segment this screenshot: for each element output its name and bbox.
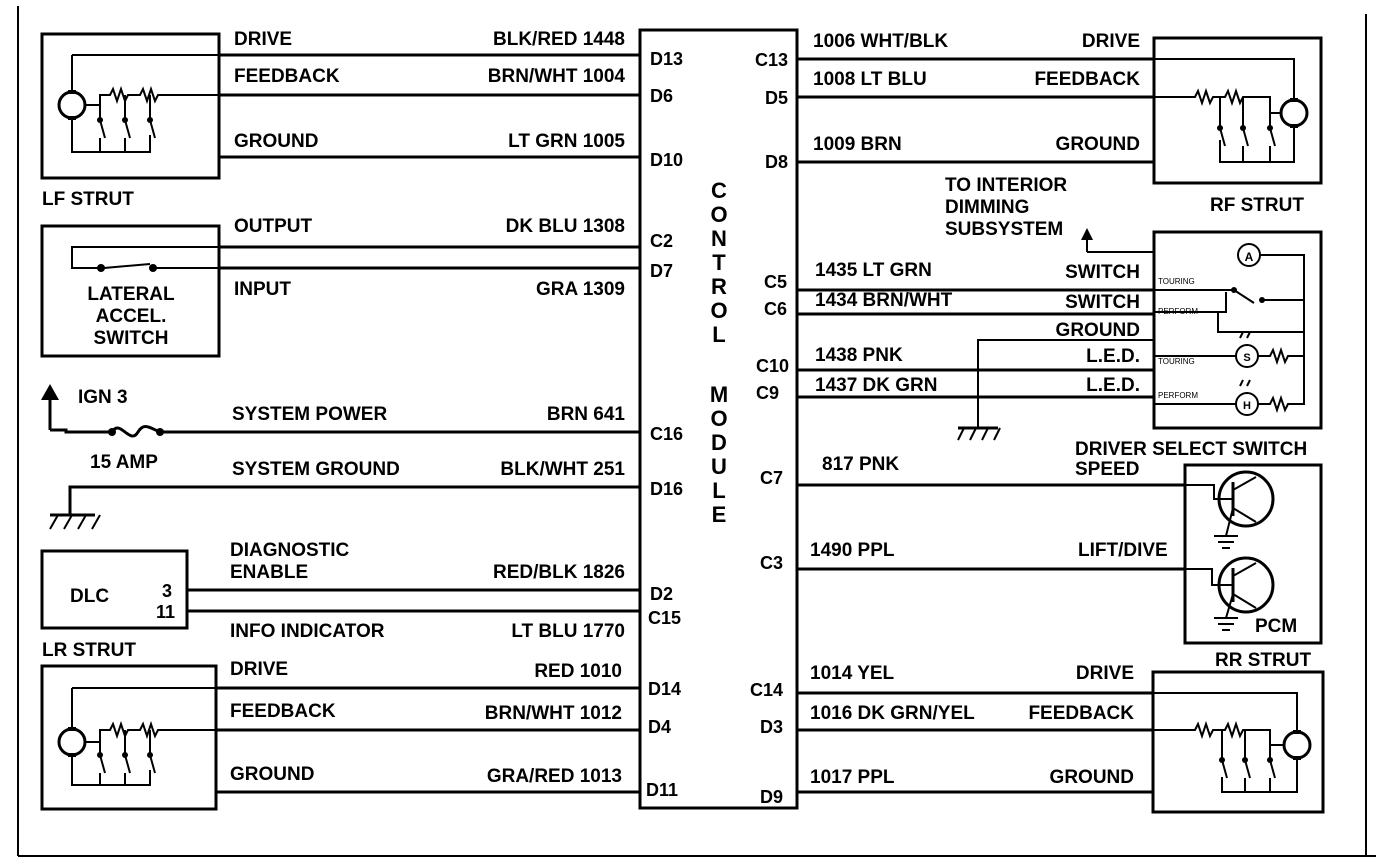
- pin-d4: D4: [648, 717, 672, 737]
- switch2-wire: [764, 290, 1154, 319]
- info-func: INFO INDICATOR: [230, 621, 385, 642]
- ign-label: IGN 3: [78, 387, 128, 408]
- rr-feedback-func: FEEDBACK: [1028, 703, 1134, 724]
- lamp-a-symbol: A: [1244, 250, 1254, 264]
- info-wire-label: LT BLU 1770: [511, 621, 625, 642]
- rf-ground-func: GROUND: [1055, 134, 1140, 155]
- system-ground-func: SYSTEM GROUND: [232, 459, 400, 480]
- pin-d6: D6: [650, 86, 674, 106]
- lf-feedback-wire: [219, 66, 673, 106]
- rr-ground-wire: [760, 767, 1153, 807]
- rr-feedback-wire-label: 1016 DK GRN/YEL: [810, 703, 975, 724]
- pin-c5: C5: [764, 272, 788, 292]
- rr-strut: [1153, 650, 1323, 812]
- pin-c3: C3: [760, 553, 784, 573]
- fuse-label: 15 AMP: [90, 452, 158, 473]
- system-power-wire-label: BRN 641: [546, 404, 625, 425]
- pin-c10: C10: [756, 356, 790, 376]
- lift-func: LIFT/DIVE: [1078, 540, 1168, 561]
- lf-feedback-func: FEEDBACK: [234, 66, 340, 87]
- lateral-accel-switch: [42, 226, 219, 356]
- speed-wire: [760, 454, 1185, 488]
- pin-c9: C9: [756, 383, 780, 403]
- lateral-output-wire: [219, 216, 673, 251]
- pin-c14: C14: [750, 680, 784, 700]
- lf-drive-wire-label: BLK/RED 1448: [493, 29, 625, 50]
- module-letter: E: [711, 502, 727, 527]
- lateral-input-func: INPUT: [234, 279, 291, 300]
- dlc: [42, 551, 187, 628]
- rr-strut-name: RR STRUT: [1215, 650, 1312, 671]
- perform-label: PERFORM: [1158, 307, 1198, 316]
- lr-drive-wire: [216, 659, 681, 699]
- module-letter: D: [711, 430, 727, 455]
- pin-d11: D11: [646, 780, 679, 800]
- led1-wire-label: 1438 PNK: [815, 345, 903, 366]
- module-letter: O: [710, 406, 728, 431]
- switch-ground-func: GROUND: [1055, 320, 1140, 341]
- rr-drive-wire: [750, 663, 1153, 700]
- perform-label: PERFORM: [1158, 391, 1198, 400]
- module-letter: T: [712, 250, 726, 275]
- lf-ground-func: GROUND: [234, 131, 319, 152]
- dlc-pin-3: 3: [162, 581, 173, 601]
- module-letter: O: [710, 298, 728, 323]
- lf-strut-name: LF STRUT: [42, 189, 134, 210]
- rr-ground-wire-label: 1017 PPL: [810, 767, 895, 788]
- rf-drive-func: DRIVE: [1081, 31, 1140, 52]
- switch1-func: SWITCH: [1065, 262, 1140, 283]
- driver-switch-name: DRIVER SELECT SWITCH: [1075, 439, 1308, 460]
- lr-strut-name: LR STRUT: [42, 640, 136, 661]
- dlc-name: DLC: [70, 586, 110, 607]
- lr-drive-func: DRIVE: [230, 659, 289, 680]
- pin-d13: D13: [650, 49, 684, 69]
- lateral-input-wire-label: GRA 1309: [535, 279, 625, 300]
- rr-drive-func: DRIVE: [1075, 663, 1134, 684]
- lr-ground-func: GROUND: [230, 764, 315, 785]
- module-letter: C: [711, 178, 727, 203]
- dimming-line: SUBSYSTEM: [945, 219, 1064, 240]
- rf-feedback-wire: [765, 69, 1154, 108]
- lr-feedback-wire: [216, 701, 671, 737]
- lr-ground-wire: [216, 764, 678, 800]
- pin-d16: D16: [650, 479, 684, 499]
- lr-drive-wire-label: RED 1010: [534, 661, 622, 682]
- rf-ground-wire-label: 1009 BRN: [813, 134, 902, 155]
- lf-ground-wire-label: LT GRN 1005: [508, 131, 625, 152]
- pin-c6: C6: [764, 299, 788, 319]
- lr-feedback-wire-label: BRN/WHT 1012: [484, 703, 622, 724]
- pin-c13: C13: [755, 50, 789, 70]
- pin-c15: C15: [648, 608, 682, 628]
- lateral-switch-name-line: LATERAL: [87, 284, 175, 305]
- lift-dive-wire: [760, 540, 1185, 573]
- lf-ground-wire: [219, 131, 683, 170]
- dimming-subsystem: [945, 175, 1154, 252]
- module-letter: M: [709, 382, 729, 407]
- pin-d7: D7: [650, 261, 674, 281]
- lf-strut: [42, 34, 219, 210]
- system-power-func: SYSTEM POWER: [232, 404, 388, 425]
- led-h-symbol: H: [1243, 400, 1251, 412]
- diag-func-line: DIAGNOSTIC: [230, 540, 350, 561]
- speed-func: SPEED: [1075, 459, 1140, 480]
- touring-label: TOURING: [1158, 357, 1195, 366]
- diagnostic-enable-wire: [187, 540, 673, 604]
- module-letter: N: [711, 226, 727, 251]
- led1-wire: [756, 345, 1154, 376]
- rr-ground-func: GROUND: [1049, 767, 1134, 788]
- module-letter: L: [712, 478, 726, 503]
- diag-wire-label: RED/BLK 1826: [493, 562, 625, 583]
- lateral-output-func: OUTPUT: [234, 216, 313, 237]
- rr-feedback-wire: [760, 703, 1153, 737]
- switch2-func: SWITCH: [1065, 292, 1140, 313]
- pcm: [1185, 465, 1321, 643]
- lf-drive-wire: [219, 29, 683, 69]
- led2-func: L.E.D.: [1086, 375, 1140, 396]
- dlc-pin-11: 11: [156, 602, 176, 622]
- module-letter: L: [712, 322, 726, 347]
- lr-strut: [42, 640, 216, 809]
- lateral-input-wire: [219, 261, 673, 300]
- info-indicator-wire: [187, 608, 681, 642]
- switch2-wire-label: 1434 BRN/WHT: [815, 290, 953, 311]
- module-letter: U: [711, 454, 727, 479]
- lr-ground-wire-label: GRA/RED 1013: [486, 766, 622, 787]
- rf-feedback-func: FEEDBACK: [1034, 69, 1140, 90]
- pin-d14: D14: [648, 679, 682, 699]
- led2-wire: [756, 375, 1154, 403]
- module-letter: R: [711, 274, 727, 299]
- led2-wire-label: 1437 DK GRN: [815, 375, 938, 396]
- system-ground-wire-label: BLK/WHT 251: [500, 459, 625, 480]
- pin-d8: D8: [765, 152, 789, 172]
- rr-drive-wire-label: 1014 YEL: [810, 663, 895, 684]
- lf-feedback-wire-label: BRN/WHT 1004: [487, 66, 625, 87]
- switch1-wire: [764, 260, 1154, 292]
- pin-d10: D10: [650, 150, 684, 170]
- dimming-line: DIMMING: [945, 197, 1030, 218]
- lateral-switch-name-line: SWITCH: [93, 328, 169, 349]
- lr-feedback-func: FEEDBACK: [230, 701, 336, 722]
- control-module-label: [710, 178, 728, 527]
- rf-feedback-wire-label: 1008 LT BLU: [813, 69, 927, 90]
- rf-drive-wire: [755, 31, 1154, 70]
- led-s-symbol: S: [1243, 352, 1251, 364]
- lf-drive-func: DRIVE: [234, 29, 293, 50]
- pin-c7: C7: [760, 468, 784, 488]
- lateral-switch-name-line: ACCEL.: [95, 306, 167, 327]
- dimming-arrow-icon: [1081, 228, 1093, 240]
- rf-strut: [1154, 38, 1321, 216]
- rf-ground-wire: [765, 134, 1154, 172]
- rf-drive-wire-label: 1006 WHT/BLK: [813, 31, 949, 52]
- switch1-wire-label: 1435 LT GRN: [815, 260, 932, 281]
- dimming-line: TO INTERIOR: [945, 175, 1068, 196]
- diag-func-line: ENABLE: [230, 562, 309, 583]
- lateral-output-wire-label: DK BLU 1308: [505, 216, 625, 237]
- pin-c2: C2: [650, 231, 674, 251]
- pin-d9: D9: [760, 787, 784, 807]
- lift-wire-label: 1490 PPL: [810, 540, 895, 561]
- speed-wire-label: 817 PNK: [822, 454, 900, 475]
- led1-func: L.E.D.: [1086, 346, 1140, 367]
- pin-d5: D5: [765, 88, 789, 108]
- pin-c16: C16: [650, 424, 684, 444]
- pin-d2: D2: [650, 584, 674, 604]
- module-letter: O: [710, 202, 728, 227]
- rf-strut-name: RF STRUT: [1210, 195, 1304, 216]
- ign-arrow-icon: [41, 384, 59, 400]
- pcm-name: PCM: [1255, 616, 1298, 637]
- pin-d3: D3: [760, 717, 784, 737]
- touring-label: TOURING: [1158, 277, 1195, 286]
